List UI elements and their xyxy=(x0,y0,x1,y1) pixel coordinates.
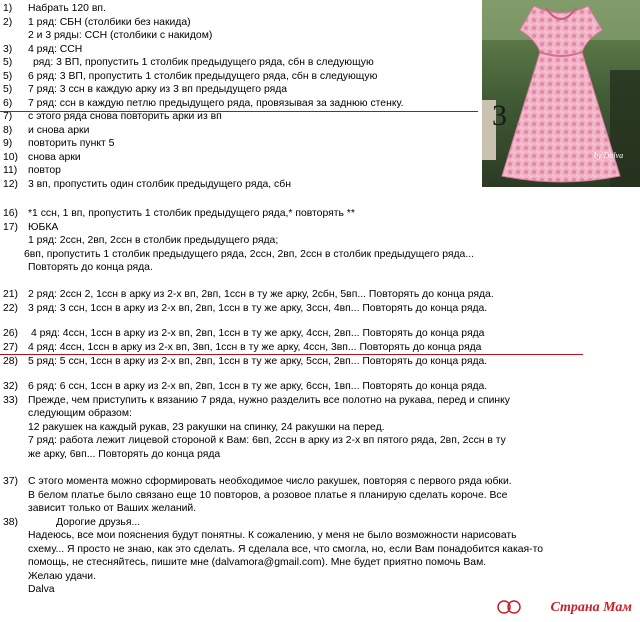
step-number: 2) xyxy=(3,17,13,28)
step-number: 10) xyxy=(3,152,19,163)
instruction-line: ЮБКА xyxy=(28,222,59,233)
highlight-underline-row6 xyxy=(0,111,478,112)
step-number: 11) xyxy=(3,165,18,176)
instruction-line: снова арки xyxy=(28,152,81,163)
step-number: 27) xyxy=(3,342,19,353)
instruction-line: же арку, 6вп... Повторять до конца ряда xyxy=(28,449,221,460)
instruction-line: 4 ряд: ССН xyxy=(28,44,83,55)
instruction-line: и снова арки xyxy=(28,125,90,136)
instruction-line: 6вп, пропустить 1 столбик предыдущего ряда, 2ссн, 2вп, 2ссн в столбик предыдущего ряда... xyxy=(24,249,474,260)
photo-signature: by Dalva xyxy=(594,151,624,160)
dress-photo xyxy=(482,0,640,187)
step-number: 7) xyxy=(3,111,13,122)
instruction-line: 2 ряд: 2ссн 2, 1ссн в арку из 2-х вп, 2вп, 1ссн в ту же арку, 2сбн, 5вп... Повторять до конца ряда. xyxy=(28,289,494,300)
instruction-line: 4 ряд: 4ссн, 1ссн в арку из 2-х вп, 2вп, 1ссн в ту же арку, 4ссн, 2вп... Повторять до конца ряда xyxy=(31,328,485,339)
instruction-line: 1 ряд: 2ссн, 2вп, 2ссн в столбик предыдущего ряда; xyxy=(28,235,279,246)
instruction-line: 3 ряд: 3 ссн, 1ссн в арку из 2-х вп, 2вп, 1ссн в ту же арку, 3ссн, 4вп... Повторять до конца ряда. xyxy=(28,303,488,314)
instruction-line: схему... Я просто не знаю, как это сделать. Я сделала все, что смогла, но, если Вам понадобится какая-то xyxy=(28,544,544,555)
step-number: 8) xyxy=(3,125,13,136)
instruction-line: Dalva xyxy=(28,584,55,595)
step-number: 6) xyxy=(3,98,13,109)
instruction-line: 12 ракушек на каждый рукав, 23 ракушки на спинку, 24 ракушки на перед. xyxy=(28,422,385,433)
step-number: 5) xyxy=(3,57,13,68)
instruction-line: 3 вп, пропустить один столбик предыдущего ряда, сбн xyxy=(28,179,291,190)
instruction-line: Прежде, чем приступить к вязанию 7 ряда, нужно разделить все полотно на рукава, перед и спинку xyxy=(28,395,510,406)
step-number: 22) xyxy=(3,303,19,314)
instruction-line: повтор xyxy=(28,165,61,176)
step-number: 33) xyxy=(3,395,19,406)
instruction-line: В белом платье было связано еще 10 повторов, а розовое платье я планирую сделать короче. Все xyxy=(28,490,508,501)
instruction-line: 5 ряд: 5 ссн, 1ссн в арку из 2-х вп, 2вп, 1ссн в ту же арку, 5ссн, 2вп... Повторять до конца ряда. xyxy=(28,356,488,367)
instruction-line: 6 ряд: 3 ВП, пропустить 1 столбик предыдущего ряда, сбн в следующую xyxy=(28,71,378,82)
instruction-line: 7 ряд: работа лежит лицевой стороной к Вам: 6вп, 2ссн в арку из 2-х вп пятого ряда, 2вп, 2ссн в ту xyxy=(28,435,506,446)
step-number: 17) xyxy=(3,222,19,233)
instruction-line: *1 ссн, 1 вп, пропустить 1 столбик предыдущего ряда,* повторять ** xyxy=(28,208,355,219)
step-number: 21) xyxy=(3,289,19,300)
instruction-line: 1 ряд: СБН (столбики без накида) xyxy=(28,17,191,28)
step-number: 26) xyxy=(3,328,19,339)
step-number: 16) xyxy=(3,208,19,219)
instruction-line: зависит только от Ваших желаний. xyxy=(28,503,197,514)
photo-number-3: 3 xyxy=(492,99,507,132)
instruction-line: с этого ряда снова повторить арки из вп xyxy=(28,111,222,122)
step-number: 5) xyxy=(3,71,13,82)
instruction-line: следующим образом: xyxy=(28,408,132,419)
strana-mam-logo-icon xyxy=(496,597,522,617)
instruction-line: Набрать 120 вп. xyxy=(28,3,106,14)
instruction-line: Желаю удачи. xyxy=(28,571,96,582)
watermark-logo: Страна Мам xyxy=(550,600,632,615)
instruction-line: помощь, не стесняйтесь, пишите мне (dalvamora@gmail.com). Мне будет приятно помочь Вам. xyxy=(28,557,487,568)
instruction-line: 7 ряд: 3 ссн в каждую арку из 3 вп предыдущего ряда xyxy=(28,84,288,95)
instruction-line: Повторять до конца ряда. xyxy=(28,262,153,273)
instruction-line: Надеюсь, все мои пояснения будут понятны. К сожалению, у меня не было возможности нарисовать xyxy=(28,530,517,541)
step-number: 28) xyxy=(3,356,19,367)
step-number: 3) xyxy=(3,44,13,55)
instruction-line: С этого момента можно сформировать необходимое число ракушек, повторяя с первого ряда юбки. xyxy=(28,476,512,487)
step-number: 38) xyxy=(3,517,19,528)
step-number: 37) xyxy=(3,476,19,487)
instruction-line: повторить пункт 5 xyxy=(28,138,115,149)
instruction-line: 4 ряд: 4ссн, 1ссн в арку из 2-х вп, 3вп, 1ссн в ту же арку, 4ссн, 3вп... Повторять до конца ряда xyxy=(28,342,482,353)
instruction-line: Дорогие друзья... xyxy=(56,517,141,528)
instruction-line: 7 ряд: ссн в каждую петлю предыдущего ряда, провязывая за заднюю стенку. xyxy=(28,98,404,109)
highlight-underline-row27 xyxy=(0,354,583,355)
step-number: 5) xyxy=(3,84,13,95)
step-number: 32) xyxy=(3,381,19,392)
instruction-line: 2 и 3 ряды: ССН (столбики с накидом) xyxy=(28,30,213,41)
pink-crochet-dress-image xyxy=(482,0,640,187)
instruction-line: 6 ряд: 6 ссн, 1ссн в арку из 2-х вп, 2вп, 1ссн в ту же арку, 6ссн, 1вп... Повторять до конца ряда. xyxy=(28,381,488,392)
step-number: 12) xyxy=(3,179,19,190)
instruction-line: ряд: 3 ВП, пропустить 1 столбик предыдущего ряда, сбн в следующую xyxy=(33,57,374,68)
step-number: 9) xyxy=(3,138,13,149)
step-number: 1) xyxy=(3,3,13,14)
